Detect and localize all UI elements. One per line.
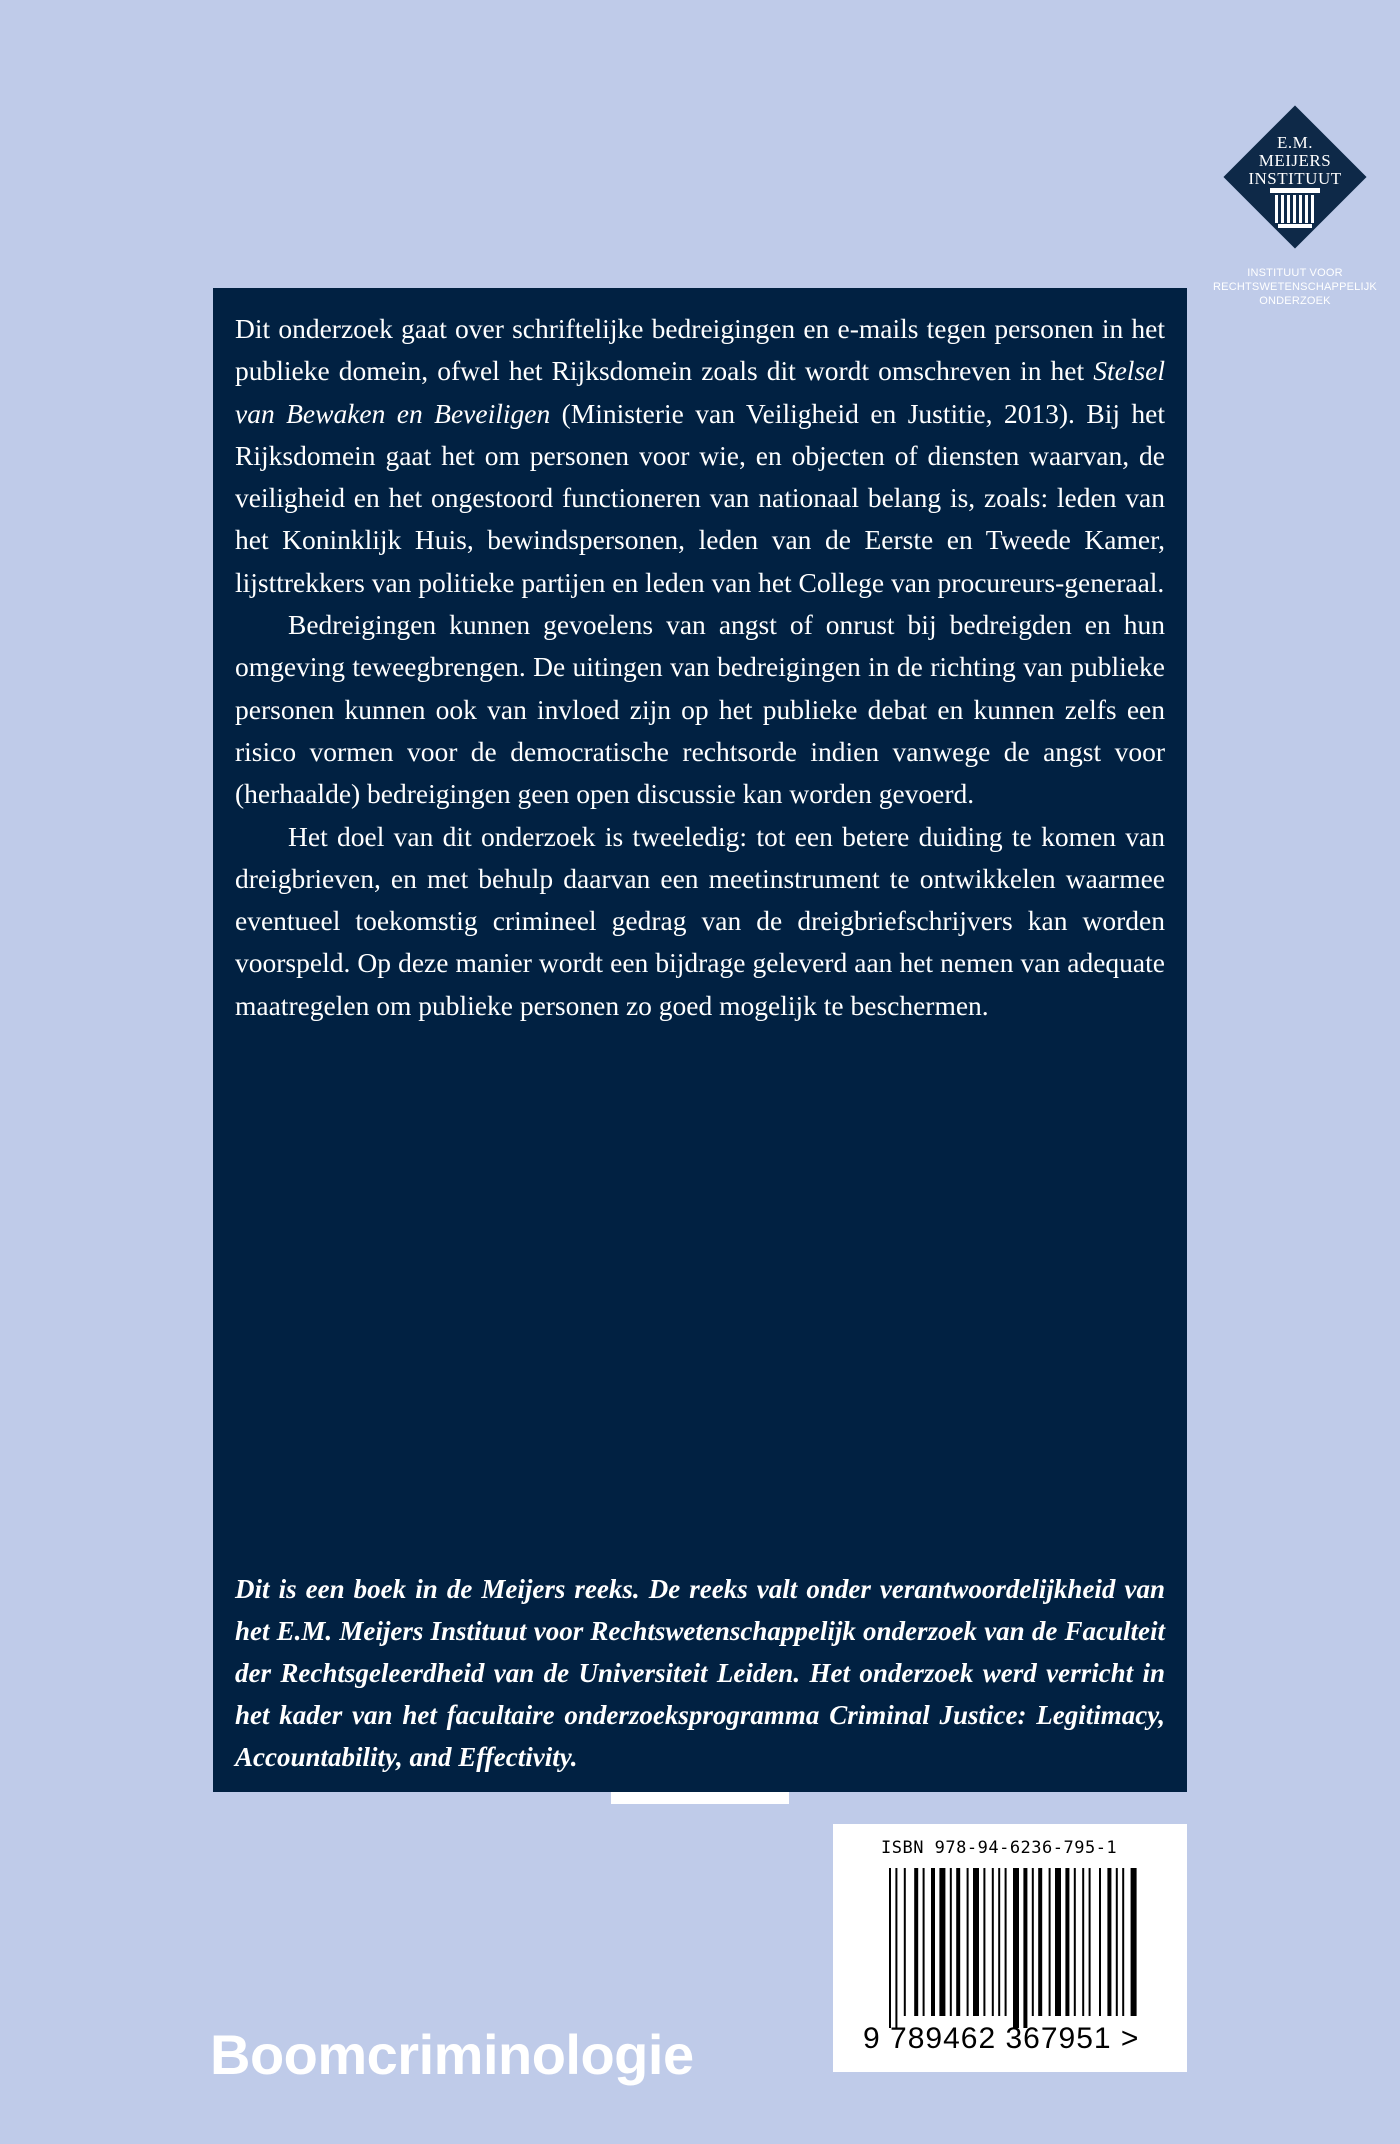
barcode-bar (1023, 1868, 1027, 2028)
barcode-bar (1005, 1868, 1007, 2016)
barcode-bar (1122, 1868, 1124, 2016)
blurb-p1-text-end: (Ministerie van Veiligheid en Justitie, 2013). Bij het Rijksdomein gaat het om personen voor wie, en objecten of diensten waarvan, de veiligheid en het ongestoord functioneren van nationaal belang is, zoals: leden van het Koninklijk Huis, bewindspersonen, leden van de Eerste en Tweede Kamer, lijsttrekkers van politieke partijen en leden van het College van procureurs-generaal. (235, 397, 1165, 598)
barcode-bar (904, 1868, 906, 2016)
barcode-bar (1099, 1868, 1101, 2016)
blurb-p1-italic-title: Stelsel van Bewaken en Beveiligen (235, 355, 1165, 429)
decorative-strip (611, 1792, 789, 1804)
barcode-bar (1116, 1868, 1118, 2016)
barcode-bar (895, 1868, 897, 2028)
isbn-label: ISBN 978-94-6236-795-1 (881, 1838, 1118, 1858)
series-note: Dit is een boek in de Meijers reeks. De reeks valt onder verantwoordelijkheid van het E.M. Meijers Instituut voor Rechtswetenschappelijk onderzoek van de Faculteit der Rechtsgeleerdheid van de Universiteit Leiden. Het onderzoek werd verricht in het kader van het facultaire onderzoeksprogramma Criminal Justice: Legitimacy, Accountability, and Effectivity. (235, 1574, 1165, 1772)
meijers-institute-logo (1200, 100, 1390, 320)
barcode-bar (992, 1868, 994, 2016)
barcode-bar (1107, 1868, 1111, 2016)
barcode-bar (1055, 1868, 1061, 2016)
barcode-digits: 9 789462 367951 > (863, 2022, 1140, 2055)
barcode-bar (1049, 1868, 1051, 2016)
barcode-bars-icon (889, 1868, 1139, 2028)
logo-subtitle (1200, 266, 1390, 308)
barcode-bar (914, 1868, 918, 2016)
barcode-bar (1089, 1868, 1091, 2016)
blurb-p1-text: Dit onderzoek gaat over schriftelijke bedreigingen en e-mails tegen personen in het publieke domein, ofwel het Rijksdomein zoals dit wordt omschreven in het (235, 313, 1165, 387)
blurb-paragraph-2: Bedreigingen kunnen gevoelens van angst of onrust bij bedreigden en hun omgeving teweegbrengen. De uitingen van bedreigingen in de richting van publieke personen kunnen ook van invloed zijn op het publieke debat en kunnen zelfs een risico vormen voor de democratische rechtsorde indien vanwege de angst voor (herhaalde) bedreigingen geen open discussie kan worden gevoerd. (235, 609, 1165, 810)
logo-name (1200, 134, 1390, 188)
barcode-bar (1065, 1868, 1069, 2016)
logo-name-line: INSTITUUT (1248, 169, 1342, 188)
barcode-bar (889, 1868, 891, 2028)
barcode-bar (923, 1868, 925, 2016)
logo-name-line: E.M. (1277, 133, 1313, 152)
barcode-bar (1074, 1868, 1076, 2016)
barcode-bar (939, 1868, 945, 2016)
logo-subtitle-line: ONDERZOEK (1259, 295, 1331, 307)
barcode-bar (998, 1868, 1000, 2016)
barcode-bar (1131, 1868, 1137, 2016)
barcode-bar (967, 1868, 969, 2016)
blurb-paragraph-1 (235, 308, 1165, 604)
logo-subtitle-line: INSTITUUT VOOR (1247, 267, 1343, 279)
barcode-bar (956, 1868, 960, 2016)
barcode-bar (1032, 1868, 1034, 2016)
blurb-paragraph-3: Het doel van dit onderzoek is tweeledig: tot een betere duiding te komen van dreigbrieven, en met behulp daarvan een meetinstrument te ontwikkelen waarmee eventueel toekomstig crimineel gedrag van de dreigbriefschrijvers kan worden voorspeld. Op deze manier wordt een bijdrage geleverd aan het nemen van adequate maatregelen om publieke personen zo goed mogelijk te beschermen. (235, 820, 1165, 1021)
logo-name-line: MEIJERS (1258, 151, 1332, 170)
barcode-bar (973, 1868, 979, 2016)
barcode-box (833, 1824, 1187, 2072)
barcode-bar (950, 1868, 952, 2016)
publisher-name: Boomcriminologie (210, 2023, 694, 2086)
barcode-bar (1082, 1868, 1084, 2016)
logo-subtitle-line: RECHTSWETENSCHAPPELIJK (1213, 281, 1377, 293)
barcode-bar (983, 1868, 985, 2016)
barcode-bar (1013, 1868, 1019, 2028)
barcode-bar (1038, 1868, 1042, 2016)
barcode-bar (931, 1868, 935, 2016)
blurb-panel (213, 288, 1187, 1792)
